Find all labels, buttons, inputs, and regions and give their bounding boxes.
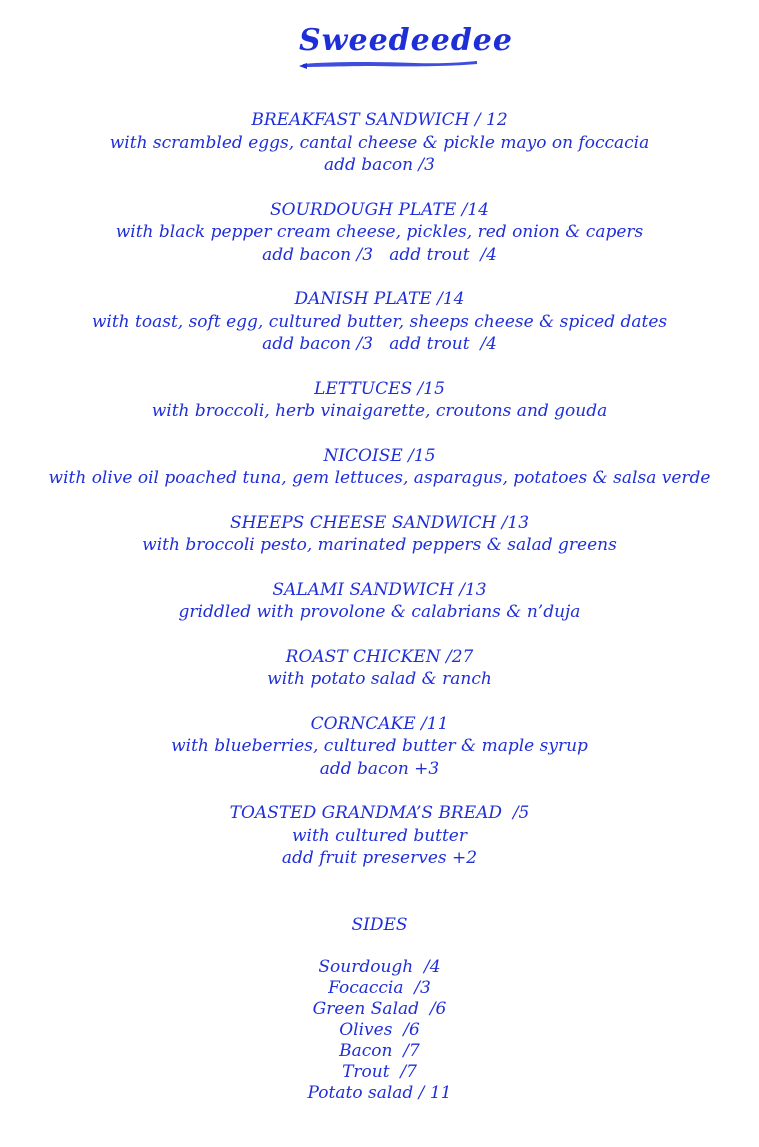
menu-item-corncake xyxy=(0,713,759,781)
menu-item-title: TOASTED GRANDMA’S BREAD /5 xyxy=(229,803,530,823)
menu-list xyxy=(0,109,759,892)
menu-item-description: griddled with provolone & calabrians & n’duja xyxy=(178,602,581,622)
menu-item-roast-chicken xyxy=(0,646,759,691)
logo-brush-tip xyxy=(299,63,307,69)
menu-item-sheeps-cheese-sandwich xyxy=(0,512,759,557)
menu-item-title: SOURDOUGH PLATE /14 xyxy=(270,199,489,220)
logo-wordmark xyxy=(295,14,513,76)
logo xyxy=(295,14,513,76)
menu-item-extra: add fruit preserves +2 xyxy=(281,848,478,868)
menu-item-description: with broccoli, herb vinaigarette, croutons and gouda xyxy=(151,401,608,421)
side-item: Focaccia /3 xyxy=(328,978,431,998)
menu-item-title: DANISH PLATE /14 xyxy=(294,289,465,309)
side-item: Trout /7 xyxy=(342,1062,417,1082)
menu-item-description: with cultured butter xyxy=(291,825,467,846)
menu-item-extra: add bacon +3 xyxy=(319,758,440,779)
menu-item-extra: add bacon /3 add trout /4 xyxy=(262,244,497,265)
menu-item-extra: add bacon /3 xyxy=(324,155,435,175)
menu-item-description: with olive oil poached tuna, gem lettuces, asparagus, potatoes & salsa verde xyxy=(48,468,711,488)
menu-item-description: with toast, soft egg, cultured butter, sheeps cheese & spiced dates xyxy=(91,311,668,332)
menu-item-title: SALAMI SANDWICH /13 xyxy=(272,579,487,600)
menu-item-title: ROAST CHICKEN /27 xyxy=(285,646,474,667)
side-item: Olives /6 xyxy=(339,1020,420,1040)
menu-item-title: SHEEPS CHEESE SANDWICH /13 xyxy=(229,512,530,533)
menu-item-description: with blueberries, cultured butter & maple syrup xyxy=(171,736,588,756)
menu-item-title: CORNCAKE /11 xyxy=(310,713,449,734)
logo-text: Sweedeedee xyxy=(299,23,513,58)
menu-item-description: with potato salad & ranch xyxy=(267,669,492,689)
menu-item-title: BREAKFAST SANDWICH / 12 xyxy=(251,110,508,130)
menu-item-salami-sandwich xyxy=(0,579,759,624)
menu-item-lettuces xyxy=(0,378,759,423)
menu-item-title: LETTUCES /15 xyxy=(314,378,445,399)
logo-brushstroke xyxy=(303,61,477,67)
menu-item-title: NICOISE /15 xyxy=(323,445,436,466)
sides-title: SIDES xyxy=(351,915,408,935)
menu-item-nicoise xyxy=(0,445,759,490)
menu-item-toasted-grandmas-bread xyxy=(0,802,759,870)
side-item: Bacon /7 xyxy=(339,1041,420,1061)
menu-item-description: with black pepper cream cheese, pickles, red onion & capers xyxy=(115,222,644,242)
menu-item-sourdough-plate xyxy=(0,199,759,267)
menu-item-extra: add bacon /3 add trout /4 xyxy=(262,334,497,354)
menu-item-breakfast-sandwich xyxy=(0,109,759,177)
side-item: Green Salad /6 xyxy=(312,999,447,1019)
menu-item-danish-plate xyxy=(0,288,759,356)
menu-item-description: with scrambled eggs, cantal cheese & pickle mayo on foccacia xyxy=(109,132,650,153)
side-item: Potato salad / 11 xyxy=(307,1083,452,1103)
side-item: Sourdough /4 xyxy=(318,957,441,977)
menu-item-description: with broccoli pesto, marinated peppers & salad greens xyxy=(142,535,617,555)
sides-section xyxy=(0,915,759,1104)
